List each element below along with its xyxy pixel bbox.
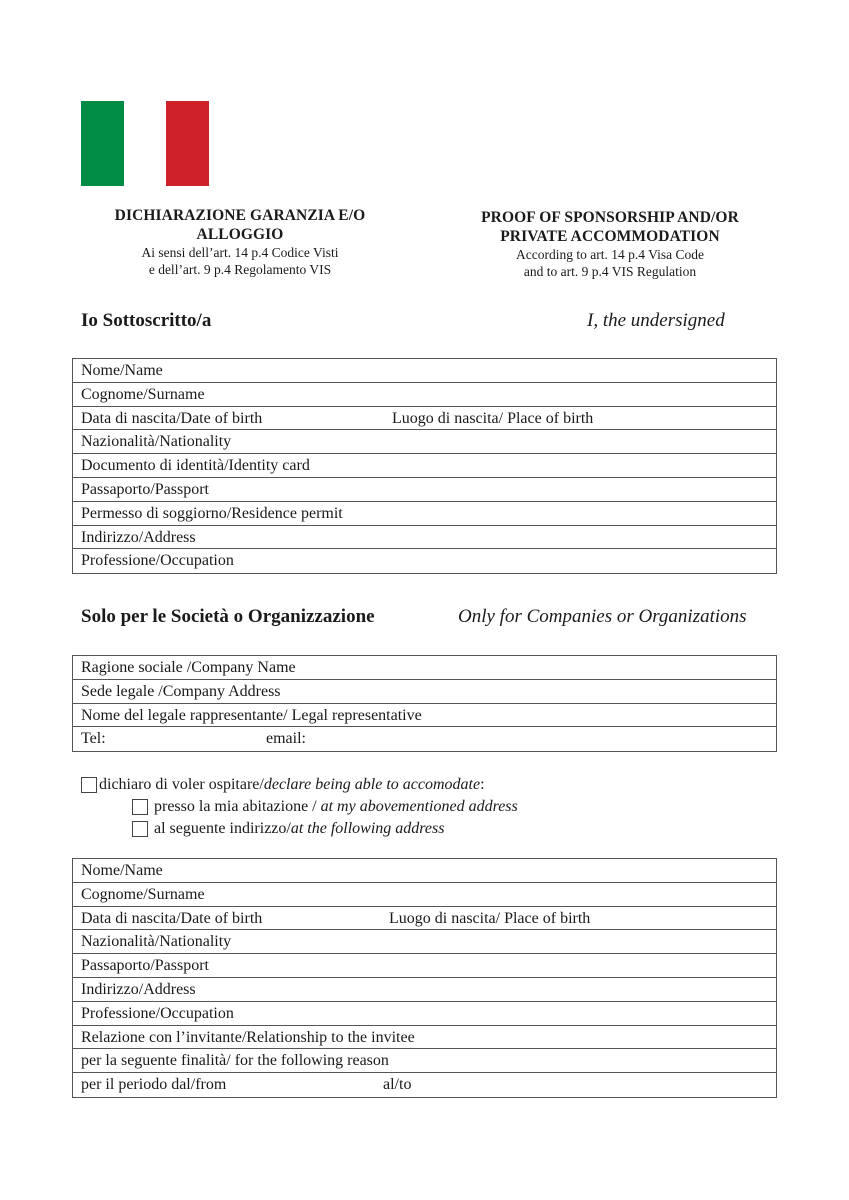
title-en-line2: PRIVATE ACCOMMODATION <box>500 228 720 245</box>
invitee-field-address[interactable] <box>73 978 776 1002</box>
invitee-field-relationship[interactable] <box>73 1026 776 1050</box>
flag-white-stripe <box>124 101 167 186</box>
field-identity-card[interactable] <box>73 454 776 478</box>
field-label-place-of-birth: Luogo di nascita/ Place of birth <box>392 409 594 427</box>
field-label: Nazionalità/Nationality <box>81 933 232 951</box>
field-label-to: al/to <box>383 1076 412 1094</box>
field-company-address[interactable] <box>73 680 776 704</box>
option-text-en: declare being able to accomodate <box>263 776 481 793</box>
company-table <box>72 655 777 752</box>
section-title-company-it: Solo per le Società o Organizzazione <box>81 606 375 627</box>
field-label: Nome/Name <box>81 362 163 379</box>
at-following-address-option <box>132 818 518 840</box>
flag-red-stripe <box>166 101 209 186</box>
field-company-name[interactable] <box>73 656 776 680</box>
invitee-field-name[interactable] <box>73 859 776 883</box>
italian-flag-icon <box>81 101 209 186</box>
invitee-field-passport[interactable] <box>73 954 776 978</box>
field-label: Indirizzo/Address <box>81 980 196 998</box>
field-address[interactable] <box>73 526 776 550</box>
field-label: Professione/Occupation <box>81 552 234 570</box>
flag-green-stripe <box>81 101 124 186</box>
title-it-line2: ALLOGGIO <box>196 226 284 243</box>
field-label: Documento di identità/Identity card <box>81 457 310 475</box>
field-residence-permit[interactable] <box>73 502 776 526</box>
field-date-place-of-birth[interactable] <box>73 407 776 431</box>
declare-accommodate-checkbox[interactable] <box>81 777 97 793</box>
section-title-undersigned-en: I, the undersigned <box>587 310 725 331</box>
option-text-en: at my abovementioned address <box>320 798 518 815</box>
invitee-field-occupation[interactable] <box>73 1002 776 1026</box>
title-en-line1: PROOF OF SPONSORSHIP AND/OR <box>481 209 739 226</box>
field-passport[interactable] <box>73 478 776 502</box>
at-my-address-option <box>132 796 518 818</box>
field-label: Sede legale /Company Address <box>81 682 281 700</box>
field-label-from: per il periodo dal/from <box>81 1076 227 1094</box>
field-label: Cognome/Surname <box>81 385 205 403</box>
field-label-place-of-birth: Luogo di nascita/ Place of birth <box>389 909 591 927</box>
undersigned-table <box>72 358 777 574</box>
field-label: per la seguente finalità/ for the following reason <box>81 1052 389 1070</box>
subtitle-en-line2: and to art. 9 p.4 VIS Regulation <box>523 264 697 279</box>
option-text-it: al seguente indirizzo/ <box>154 820 291 837</box>
field-label: Passaporto/Passport <box>81 480 209 498</box>
invitee-field-date-place-of-birth[interactable] <box>73 907 776 931</box>
option-suffix: : <box>480 776 485 793</box>
invitee-table <box>72 858 777 1098</box>
header-english <box>440 208 780 280</box>
accommodation-options <box>81 774 518 840</box>
field-label: Nazionalità/Nationality <box>81 433 232 451</box>
field-label-email: email: <box>266 730 306 748</box>
at-following-address-checkbox[interactable] <box>132 821 148 837</box>
declare-accommodate-option <box>81 774 518 796</box>
field-label: Cognome/Surname <box>81 885 205 903</box>
field-label: Relazione con l’invitante/Relationship to the invitee <box>81 1028 415 1046</box>
field-nationality[interactable] <box>73 430 776 454</box>
section-title-undersigned-it: Io Sottoscritto/a <box>81 310 212 331</box>
invitee-field-surname[interactable] <box>73 883 776 907</box>
field-label-tel: Tel: <box>81 730 106 748</box>
field-label: Data di nascita/Date of birth <box>81 909 263 927</box>
option-text-en: at the following address <box>290 820 445 837</box>
subtitle-en-line1: According to art. 14 p.4 Visa Code <box>516 247 704 262</box>
header-italian <box>80 206 400 278</box>
field-label: Nome del legale rappresentante/ Legal representative <box>81 706 422 724</box>
field-label: Data di nascita/Date of birth <box>81 409 263 427</box>
invitee-field-period[interactable] <box>73 1073 776 1097</box>
field-label: Nome/Name <box>81 862 163 879</box>
field-legal-representative[interactable] <box>73 704 776 728</box>
at-my-address-checkbox[interactable] <box>132 799 148 815</box>
field-label: Passaporto/Passport <box>81 957 209 975</box>
subtitle-it-line1: Ai sensi dell’art. 14 p.4 Codice Visti <box>141 245 339 260</box>
field-label: Permesso di soggiorno/Residence permit <box>81 504 343 522</box>
field-label: Indirizzo/Address <box>81 528 196 546</box>
section-title-company-en: Only for Companies or Organizations <box>458 606 747 627</box>
invitee-field-nationality[interactable] <box>73 930 776 954</box>
field-tel-email[interactable] <box>73 727 776 751</box>
field-surname[interactable] <box>73 383 776 407</box>
field-label: Professione/Occupation <box>81 1004 234 1022</box>
invitee-field-reason[interactable] <box>73 1049 776 1073</box>
subtitle-it-line2: e dell’art. 9 p.4 Regolamento VIS <box>148 262 332 277</box>
field-label: Ragione sociale /Company Name <box>81 659 296 676</box>
field-name[interactable] <box>73 359 776 383</box>
option-text-it: presso la mia abitazione / <box>154 798 321 815</box>
field-occupation[interactable] <box>73 549 776 573</box>
option-text-it: dichiaro di voler ospitare/ <box>99 776 264 793</box>
title-it-line1: DICHIARAZIONE GARANZIA E/O <box>114 207 366 224</box>
